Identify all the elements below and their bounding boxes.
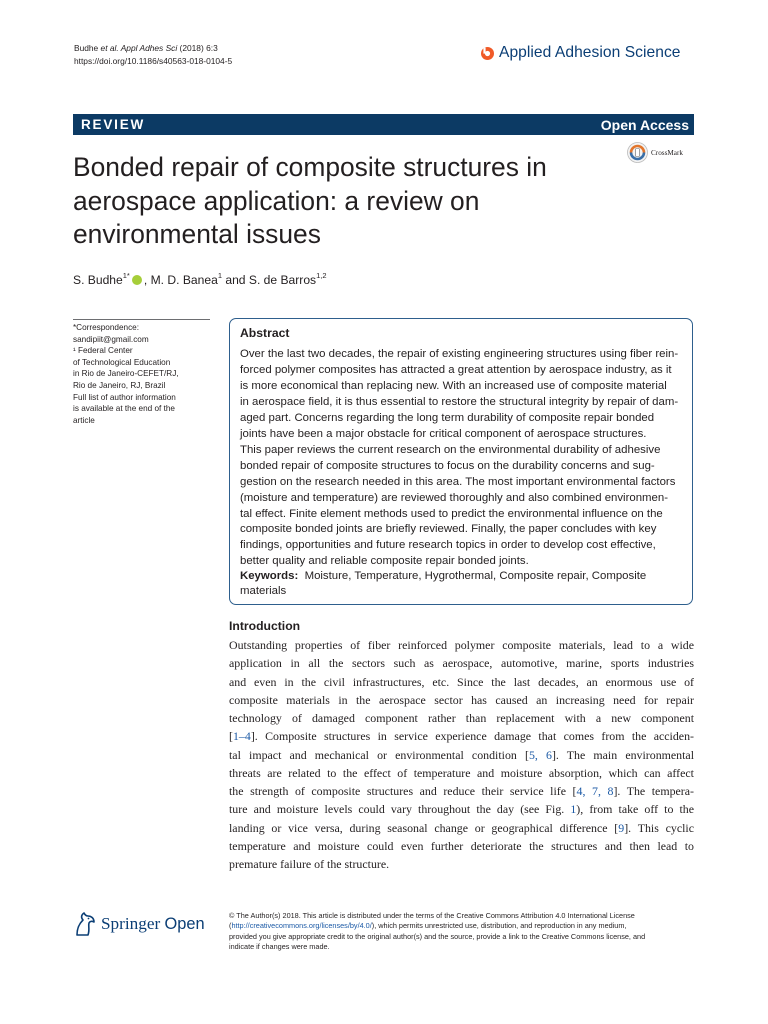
text-line [229,800,694,818]
correspondence-line: in Rio de Janeiro-CEFET/RJ, [73,369,179,379]
text-span: [ [229,729,233,744]
text-line [229,673,694,691]
author-affiliation-mark: 1 [217,271,222,280]
text-span: application in all the sectors such as aerospace, automotive, marine, sports industries [229,656,694,671]
text-span: ]. Composite structures in service experience damage that comes from the acciden- [250,729,694,744]
correspondence-notes [73,322,213,426]
author-separator: , [143,273,151,287]
article-type: REVIEW [81,117,146,132]
abstract-line: bonded repair of composite structures to focus on the durability concerns and sug- [240,459,655,472]
text-span: threats are related to the effect of temperature and moisture absorption, which can affect [229,765,694,780]
correspondence-line: *Correspondence: [73,323,139,332]
author-separator: and [221,273,249,287]
citation-block [74,42,232,67]
keywords-list: Moisture, Temperature, Hygrothermal, Composite repair, Composite materials [240,570,647,598]
text-line [229,855,694,873]
text-span: provided you give appropriate credit to the original author(s) and the source, provide a link to the Creative Commons license, and [229,931,646,941]
license-url-link[interactable]: http://creativecommons.org/licenses/by/4.0/ [231,921,372,931]
text-span: technology of damaged component rather than replacement with a new component [229,711,694,725]
abstract-line: joints have been a major obstacle for critical component of aerospace structures. [240,427,647,440]
sidebar-divider [73,319,210,320]
correspondence-line[interactable]: sandipiit@gmail.com [73,334,149,344]
reference-link[interactable]: 5, 6 [528,747,552,762]
text-span: ]. The main environmental [551,747,694,762]
reference-link[interactable]: 1 [570,802,577,817]
text-span: Outstanding properties of fiber reinforced polymer composite materials, lead to a wide [229,638,694,652]
section-heading: Introduction [229,619,301,633]
text-span: ]. This cyclic [624,820,694,835]
abstract-line: tal effect. Finite element methods used to predict the environmental influence on the [240,507,663,520]
text-span: ]. The tempera- [613,784,695,798]
text-span: ), which permits unrestricted use, distribution, and reproduction in any medium, [371,921,627,931]
text-span: temperature and moisture could even further deteriorate the structures and then lead to [229,838,694,853]
crossmark-label: CrossMark [651,148,683,157]
abstract-line: (moisture and temperature) are reviewed thoroughly and also combined environmen- [240,491,669,504]
text-span: the strength of composite structures and reduce their service life [ [229,784,577,798]
text-span: and even in the civil infrastructures, etc. Since the last decades, an enormous use of [229,674,694,689]
text-span: © The Author(s) 2018. This article is distributed under the terms of the Creative Commons Attribution 4.0 International License [229,911,635,920]
text-span: tal impact and mechanical or environmental condition [ [229,747,529,762]
text-span: ), from take off to the [576,802,694,817]
text-span: landing or vice versa, during seasonal change or geographical difference [ [229,820,619,835]
text-line [229,942,695,952]
text-span: premature failure of the structure. [229,857,390,871]
article-title: Bonded repair of composite structures in aerospace application: a review on environmental issues [73,152,547,250]
abstract-line: aged part. Concerns regarding the long term durability of composite repair bonded [240,411,655,424]
journal-name: Applied Adhesion Science [499,44,681,61]
crossmark-badge[interactable] [627,142,683,163]
abstract-line: composite bonded joints are briefly reviewed. Finally, the paper concludes with key [240,523,657,536]
abstract-line: better quality and reliable composite repair bonded joints. [240,555,529,568]
text-line [229,911,695,921]
citation-authors: Budhe [74,43,101,53]
text-line [229,837,694,855]
correspondence-line: of Technological Education [73,357,171,367]
author-affiliation-mark: 1* [122,271,130,280]
crossmark-icon [627,142,648,163]
text-line [229,727,694,745]
journal-logo-icon [481,47,494,60]
abstract-line: is more economical than replacing new. With an increased use of composite material [240,379,667,392]
orcid-icon[interactable] [132,275,142,285]
text-line [229,782,694,800]
open-access-badge: Open Access [600,116,689,133]
abstract-line: Over the last two decades, the repair of existing engineering structures using fiber rein- [240,348,679,360]
abstract-line: gestion on the research needed in this area. The most important environmental factors [240,475,676,488]
text-line [229,691,694,709]
abstract-heading: Abstract [240,326,290,340]
text-line [229,636,694,654]
correspondence-line: Full list of author information [73,392,176,402]
reference-link[interactable]: 4, 7, 8 [576,784,614,798]
reference-link[interactable]: 1–4 [232,729,251,744]
text-line [229,654,694,672]
text-line [229,764,694,782]
author-name[interactable]: S. Budhe [73,273,123,287]
springer-horse-icon [73,911,97,937]
reference-link[interactable]: 9 [618,820,625,835]
text-span: ture and moisture levels could vary throughout the day (see Fig. [229,802,571,817]
correspondence-line: is available at the end of the [73,404,175,414]
text-line [229,921,695,931]
abstract-body [240,347,683,570]
author-affiliation-mark: 1,2 [316,271,327,280]
abstract-line: forced polymer composites has attracted a great attention by aerospace industry, as it [240,363,672,376]
license-notice [229,911,695,952]
journal-brand[interactable] [481,44,681,62]
text-line [229,819,694,837]
abstract-box [229,318,693,605]
text-line [229,932,695,942]
publisher-name-main: Springer [101,914,161,933]
article-type-banner [73,114,694,135]
text-span: indicate if changes were made. [229,941,330,951]
abstract-line: in aerospace field, it is thus essential to restore the structural integrity by repair of dam- [240,395,679,408]
publisher-logo[interactable] [73,911,205,937]
abstract-line: findings, opportunities and future research topics in order to develop cost effective, [240,539,656,552]
citation-line [74,42,232,55]
introduction-body [229,636,694,873]
keywords-label: Keywords: [240,570,299,582]
author-list [73,273,327,287]
publisher-name [101,914,205,934]
text-span: ( [229,921,232,931]
citation-year: (2018) 6:3 [177,43,218,53]
correspondence-line: Rio de Janeiro, RJ, Brazil [73,380,166,390]
text-span: composite materials in the aerospace sector has caused an increasing need for repair [229,692,694,707]
text-line [229,709,694,727]
doi-link[interactable]: https://doi.org/10.1186/s40563-018-0104-5 [74,55,233,66]
correspondence-line: ¹ Federal Center [73,346,133,356]
citation-journal: et al. Appl Adhes Sci [100,43,178,53]
author-name[interactable]: M. D. Banea [150,273,218,287]
text-line [229,746,694,764]
author-name[interactable]: S. de Barros [248,273,317,287]
keywords [240,569,683,600]
publisher-name-open: Open [164,915,205,933]
abstract-line: This paper reviews the current research on the environmental durability of adhesive [240,443,661,456]
correspondence-line: article [73,415,95,425]
